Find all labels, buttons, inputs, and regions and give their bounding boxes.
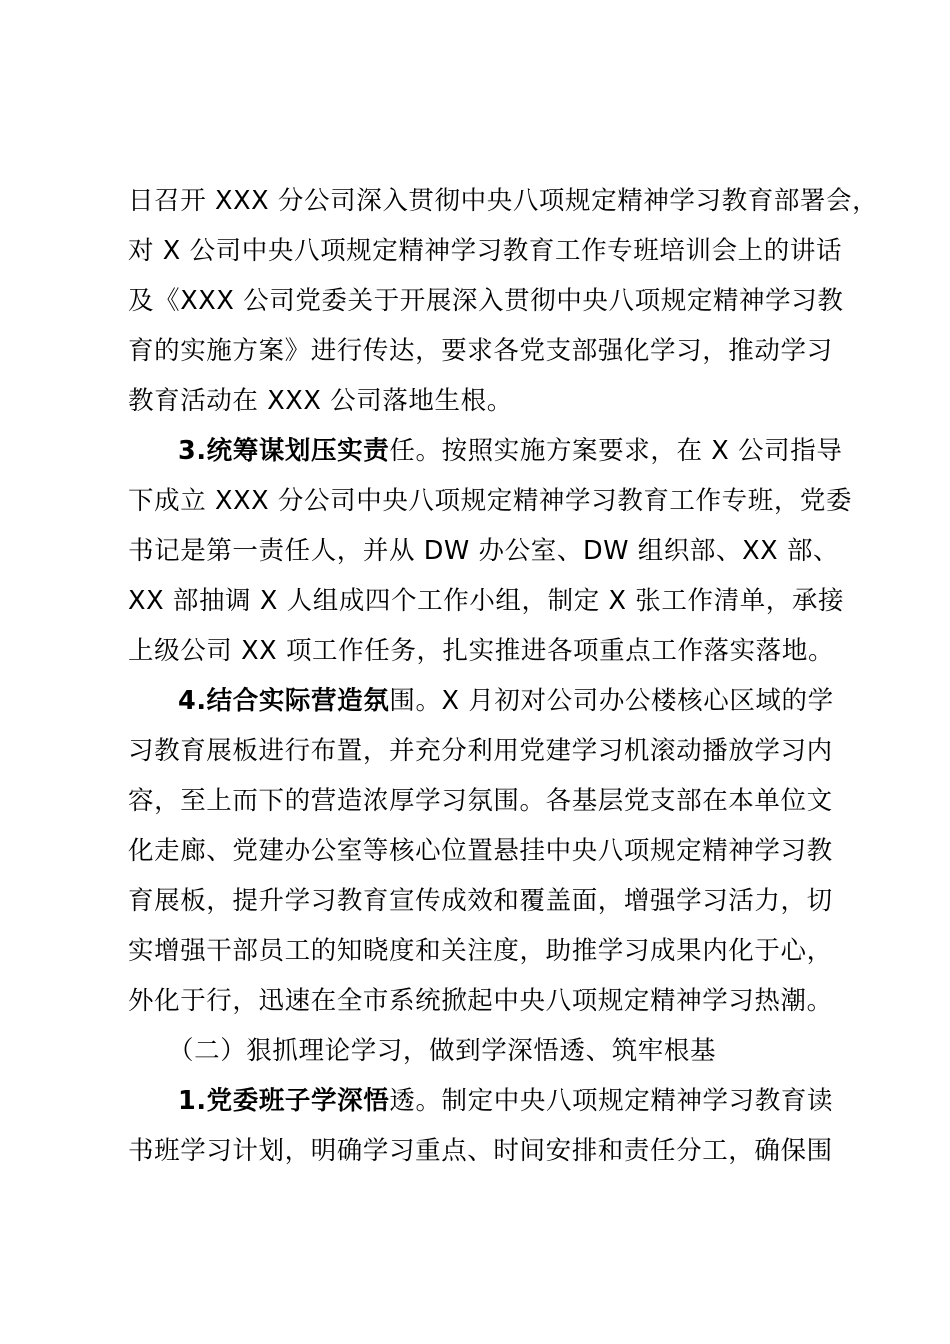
text-line: 上级公司 XX 项工作任务，扎实推进各项重点工作落实落地。 bbox=[128, 636, 835, 666]
section-heading: （二）狠抓理论学习，做到学深悟透、筑牢根基 bbox=[168, 1036, 717, 1066]
text-line: 书班学习计划，明确学习重点、时间安排和责任分工，确保围 bbox=[128, 1136, 833, 1166]
text-line: 书记是第一责任人，并从 DW 办公室、DW 组织部、XX 部、 bbox=[128, 536, 840, 566]
text-line: 育的实施方案》进行传达，要求各党支部强化学习，推动学习 bbox=[128, 336, 833, 366]
text-line: 1.党委班子学深悟透。制定中央八项规定精神学习教育读 bbox=[178, 1086, 834, 1116]
text-line: 4.结合实际营造氛围。X 月初对公司办公楼核心区域的学 bbox=[178, 686, 834, 716]
text-line: 实增强干部员工的知晓度和关注度，助推学习成果内化于心， bbox=[128, 936, 833, 966]
text-line: 及《XXX 公司党委关于开展深入贯彻中央八项规定精神学习教 bbox=[128, 286, 844, 316]
text-line: 育展板，提升学习教育宣传成效和覆盖面，增强学习活力，切 bbox=[128, 886, 833, 916]
text-line: 容，至上而下的营造浓厚学习氛围。各基层党支部在本单位文 bbox=[128, 786, 833, 816]
item-heading: 3.统筹谋划压实责 bbox=[178, 436, 390, 466]
text-line: 3.统筹谋划压实责任。按照实施方案要求，在 X 公司指导 bbox=[178, 436, 843, 466]
text-line: 下成立 XXX 分公司中央八项规定精神学习教育工作专班，党委 bbox=[128, 486, 853, 516]
text-line: 化走廊、党建办公室等核心位置悬挂中央八项规定精神学习教 bbox=[128, 836, 833, 866]
text-line: 习教育展板进行布置，并充分利用党建学习机滚动播放学习内 bbox=[128, 736, 833, 766]
item-heading: 4.结合实际营造氛 bbox=[178, 686, 390, 716]
text-line: 教育活动在 XXX 公司落地生根。 bbox=[128, 386, 513, 416]
text-line: XX 部抽调 X 人组成四个工作小组，制定 X 张工作清单，承接 bbox=[128, 586, 845, 616]
text-line: 外化于行，迅速在全市系统掀起中央八项规定精神学习热潮。 bbox=[128, 986, 833, 1016]
item-heading: 1.党委班子学深悟 bbox=[178, 1086, 390, 1116]
text-line: 对 X 公司中央八项规定精神学习教育工作专班培训会上的讲话 bbox=[128, 236, 843, 266]
text-line: 日召开 XXX 分公司深入贯彻中央八项规定精神学习教育部署会， bbox=[128, 186, 879, 216]
